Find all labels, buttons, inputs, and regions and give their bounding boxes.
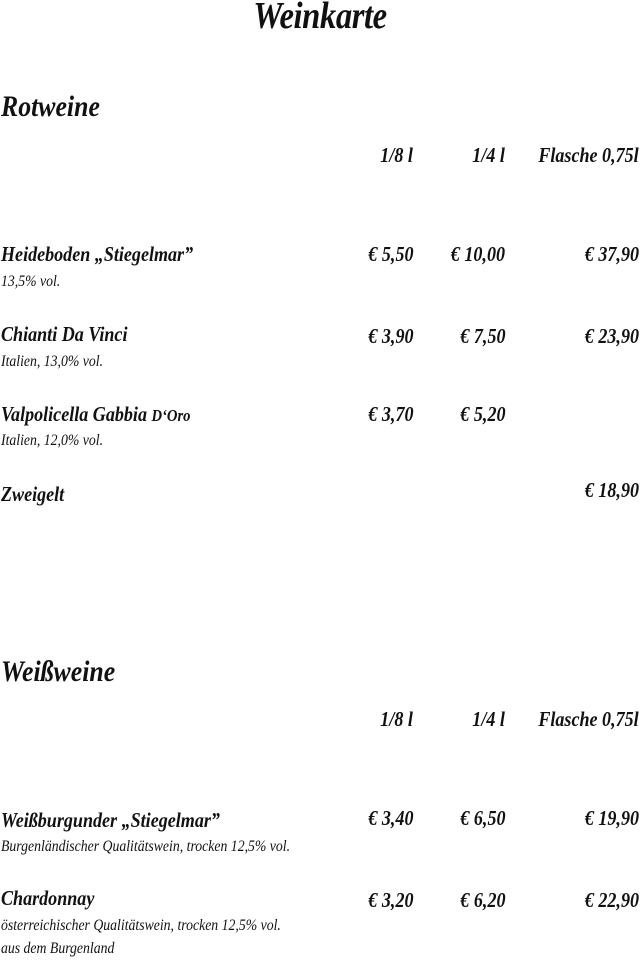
price-bottle: € 37,90 (584, 242, 639, 266)
price-eighth: € 3,20 (367, 888, 413, 912)
wine-name: Chianti Da Vinci (1, 322, 128, 346)
column-header-eighth: 1/8 l (380, 143, 413, 167)
wine-description-line2: aus dem Burgenland (1, 940, 115, 957)
wine-description: Burgenländischer Qualitätswein, trocken 12,5% vol. (1, 838, 291, 855)
price-bottle: € 23,90 (584, 324, 639, 348)
column-header-bottle: Flasche 0,75l (538, 707, 639, 731)
column-header-quarter: 1/4 l (472, 707, 505, 731)
price-quarter: € 5,20 (459, 402, 505, 426)
price-quarter: € 7,50 (459, 324, 505, 348)
column-header-bottle: Flasche 0,75l (538, 143, 639, 167)
wine-name: Chardonnay (1, 886, 95, 910)
column-header-quarter: 1/4 l (472, 143, 505, 167)
section-heading-white: Weißweine (1, 655, 116, 688)
price-bottle: € 18,90 (584, 478, 639, 502)
price-quarter: € 10,00 (450, 242, 505, 266)
price-eighth: € 3,70 (367, 402, 413, 426)
price-eighth: € 3,40 (367, 806, 413, 830)
wine-name: Weißburgunder „Stiegelmar” (1, 808, 220, 832)
price-quarter: € 6,50 (459, 806, 505, 830)
price-eighth: € 5,50 (367, 242, 413, 266)
wine-description: Italien, 12,0% vol. (1, 432, 104, 449)
wine-name: Valpolicella Gabbia D‘Oro (1, 402, 191, 426)
price-bottle: € 22,90 (584, 888, 639, 912)
wine-description: österreichischer Qualitätswein, trocken 12,5% vol. (1, 917, 281, 934)
price-quarter: € 6,20 (459, 888, 505, 912)
wine-description: 13,5% vol. (1, 273, 61, 290)
section-heading-red: Rotweine (1, 90, 100, 123)
price-eighth: € 3,90 (367, 324, 413, 348)
wine-name: Zweigelt (1, 482, 65, 506)
column-header-eighth: 1/8 l (380, 707, 413, 731)
page-title: Weinkarte (253, 0, 387, 37)
price-bottle: € 19,90 (584, 806, 639, 830)
wine-name: Heideboden „Stiegelmar” (1, 242, 194, 266)
wine-description: Italien, 13,0% vol. (1, 353, 104, 370)
